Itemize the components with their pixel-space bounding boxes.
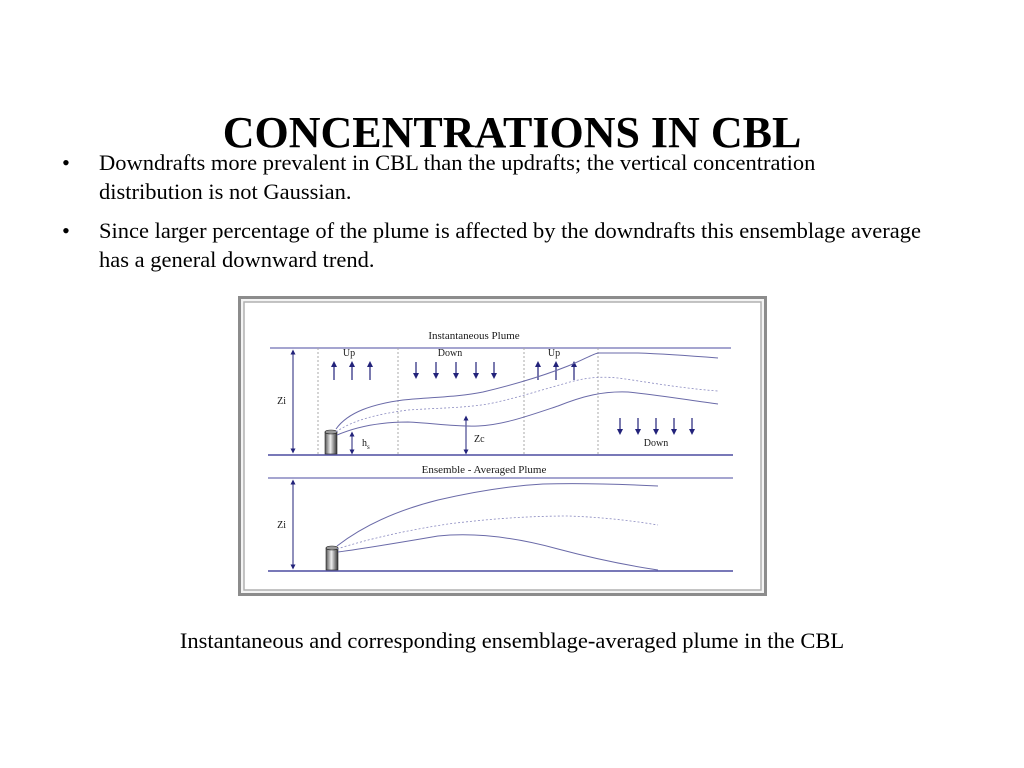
bullet-item — [62, 148, 922, 206]
plume-figure — [238, 296, 767, 596]
hs-label: $h_s$ — [362, 438, 370, 451]
bullet-list — [62, 148, 922, 284]
bullet-item — [62, 216, 922, 274]
zi-label: Zi — [277, 520, 286, 531]
slide-title: CONCENTRATIONS IN CBL — [222, 108, 802, 157]
stack — [326, 548, 338, 570]
bullet-symbol: • — [62, 218, 70, 243]
stack-top — [326, 546, 338, 550]
zi-label: Zi — [277, 396, 286, 407]
bullet-text: Since larger percentage of the plume is affected by the downdrafts this ensemblage average has a general downward trend. — [99, 218, 921, 272]
region-label-up: Up — [342, 348, 356, 359]
figure-caption: Instantaneous and corresponding ensemblage-averaged plume in the CBL — [179, 628, 845, 653]
bullet-text: Downdrafts more prevalent in CBL than the updrafts; the vertical concentration distribution is not Gaussian. — [99, 150, 816, 204]
stack — [325, 432, 337, 454]
region-label-down: Down — [437, 348, 463, 359]
figure-inner-frame — [244, 302, 761, 590]
zc-label: Zc — [474, 434, 485, 445]
top-panel-title: Instantaneous Plume — [428, 330, 520, 342]
region-label-up: Up — [547, 348, 561, 359]
bullet-symbol: • — [62, 150, 70, 175]
region-label-down: Down — [643, 438, 669, 449]
bottom-panel-title: Ensemble - Averaged Plume — [421, 464, 547, 476]
stack-top — [325, 430, 337, 434]
